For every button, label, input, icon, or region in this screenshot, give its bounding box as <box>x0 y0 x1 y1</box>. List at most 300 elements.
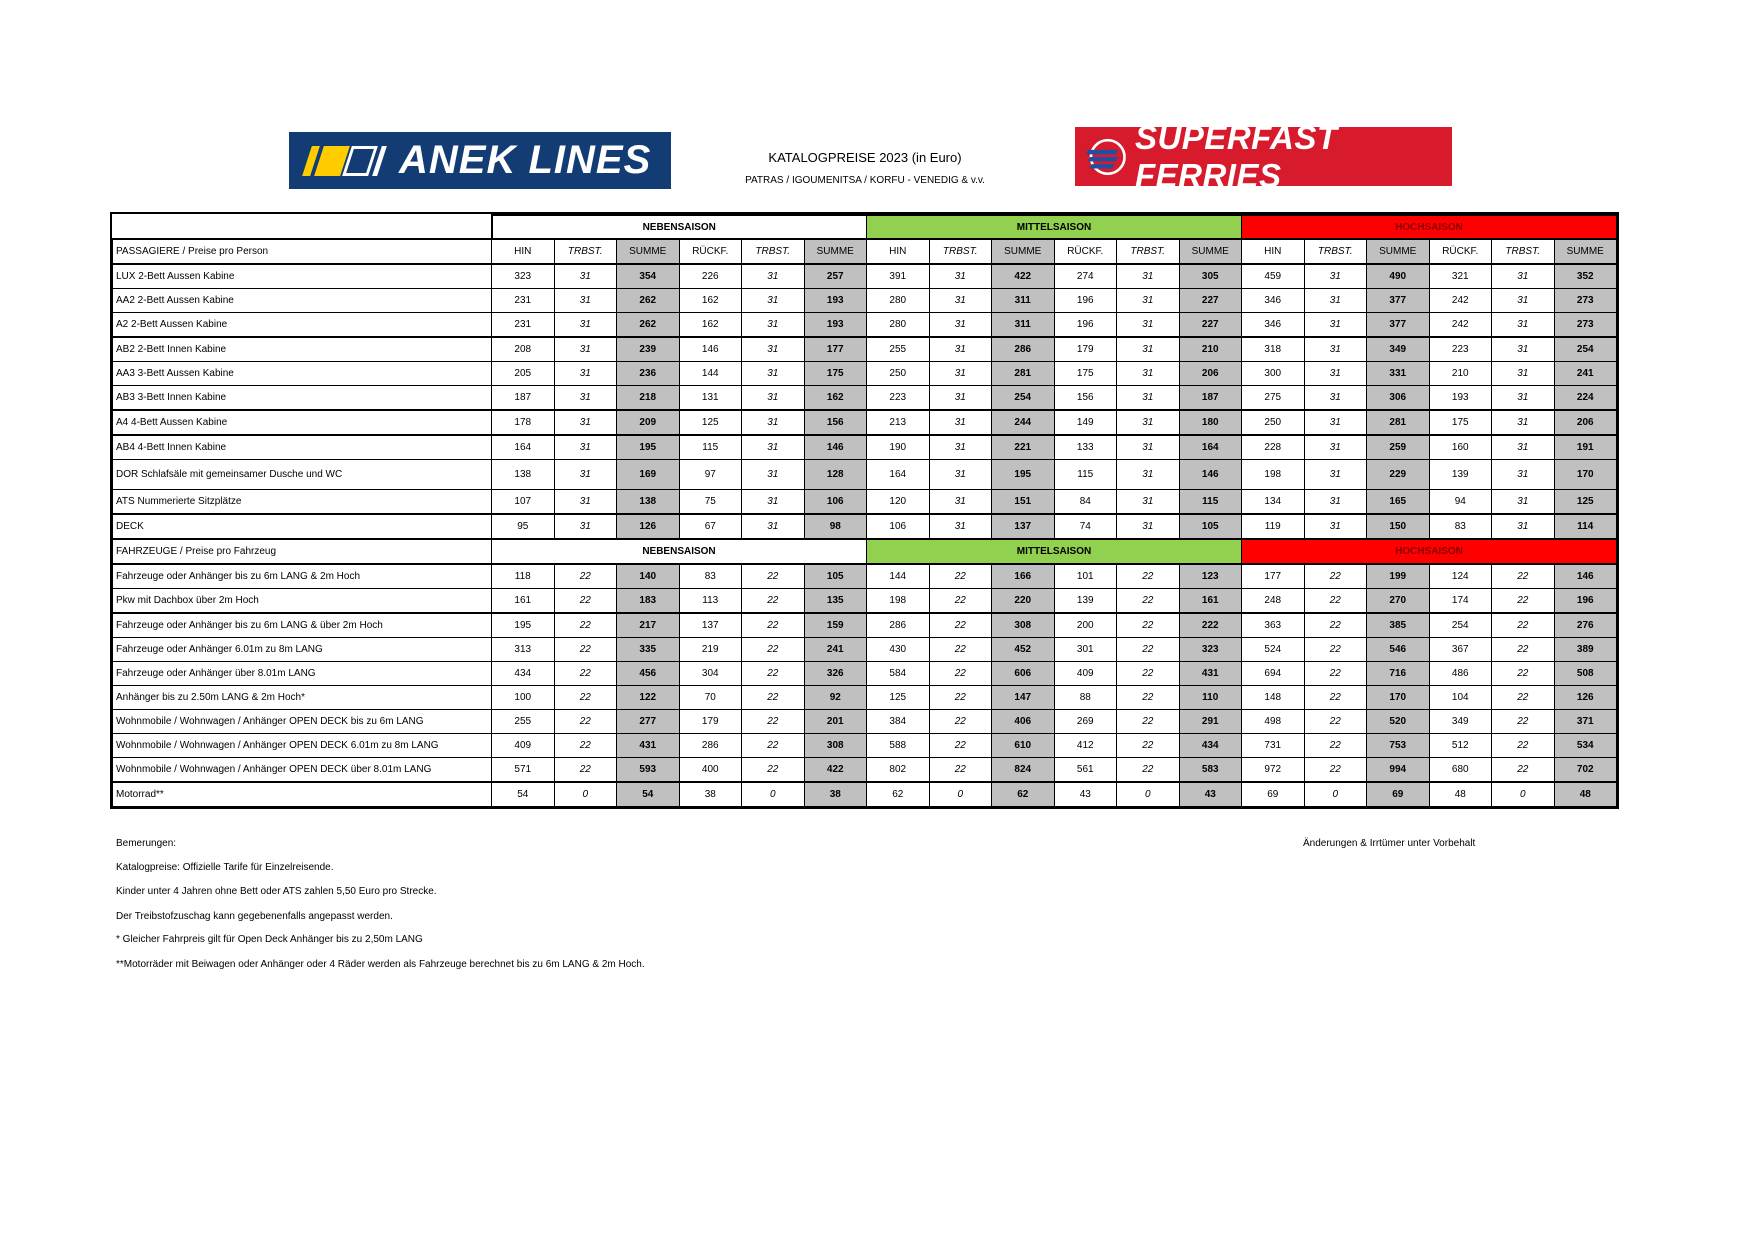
row-label: AB2 2-Bett Innen Kabine <box>113 337 492 362</box>
sum-cell: 43 <box>1179 782 1242 807</box>
table-row <box>113 514 1617 539</box>
price-cell: 144 <box>679 362 742 386</box>
price-cell: 31 <box>929 490 992 515</box>
price-cell: 31 <box>1117 460 1180 490</box>
price-cell: 31 <box>1492 490 1555 515</box>
price-cell: 248 <box>1242 589 1305 614</box>
price-cell: 195 <box>492 613 555 638</box>
column-header: TRBST. <box>742 239 805 264</box>
sum-cell: 151 <box>992 490 1055 515</box>
sum-cell: 150 <box>1367 514 1430 539</box>
price-cell: 84 <box>1054 490 1117 515</box>
sum-cell: 140 <box>617 564 680 589</box>
price-cell: 286 <box>867 613 930 638</box>
sum-cell: 195 <box>617 435 680 460</box>
sum-cell: 135 <box>804 589 867 614</box>
sum-cell: 166 <box>992 564 1055 589</box>
price-cell: 160 <box>1429 435 1492 460</box>
sum-cell: 114 <box>1554 514 1617 539</box>
table-row <box>113 289 1617 313</box>
price-cell: 120 <box>867 490 930 515</box>
price-cell: 31 <box>1492 362 1555 386</box>
price-cell: 164 <box>867 460 930 490</box>
price-cell: 131 <box>679 386 742 411</box>
table-row <box>113 564 1617 589</box>
price-cell: 22 <box>929 613 992 638</box>
price-cell: 31 <box>1492 435 1555 460</box>
price-cell: 31 <box>1117 362 1180 386</box>
sum-cell: 38 <box>804 782 867 807</box>
column-header: SUMME <box>804 239 867 264</box>
row-label: Wohnmobile / Wohnwagen / Anhänger OPEN DECK über 8.01m LANG <box>113 758 492 783</box>
price-cell: 31 <box>1117 514 1180 539</box>
price-cell: 349 <box>1429 710 1492 734</box>
row-label: Wohnmobile / Wohnwagen / Anhänger OPEN DECK 6.01m zu 8m LANG <box>113 734 492 758</box>
sum-cell: 281 <box>992 362 1055 386</box>
price-cell: 22 <box>1304 758 1367 783</box>
superfast-ferries-logo <box>1075 118 1452 194</box>
table-row <box>113 734 1617 758</box>
table-row <box>113 362 1617 386</box>
price-cell: 512 <box>1429 734 1492 758</box>
price-cell: 0 <box>929 782 992 807</box>
price-cell: 22 <box>1492 564 1555 589</box>
price-cell: 22 <box>1117 686 1180 710</box>
price-cell: 106 <box>867 514 930 539</box>
price-cell: 101 <box>1054 564 1117 589</box>
sum-cell: 199 <box>1367 564 1430 589</box>
sum-cell: 106 <box>804 490 867 515</box>
route-subtitle: PATRAS / IGOUMENITSA / KORFU - VENEDIG & v.v. <box>745 175 985 186</box>
price-cell: 31 <box>929 514 992 539</box>
price-cell: 363 <box>1242 613 1305 638</box>
price-cell: 31 <box>1304 514 1367 539</box>
sum-cell: 824 <box>992 758 1055 783</box>
sum-cell: 244 <box>992 410 1055 435</box>
superfast-emblem-icon <box>1083 135 1129 179</box>
price-cell: 31 <box>742 410 805 435</box>
price-cell: 22 <box>742 710 805 734</box>
price-cell: 22 <box>1117 710 1180 734</box>
price-cell: 31 <box>1492 313 1555 338</box>
table-row <box>113 613 1617 638</box>
price-cell: 498 <box>1242 710 1305 734</box>
price-cell: 571 <box>492 758 555 783</box>
price-cell: 323 <box>492 264 555 289</box>
note-line: Der Treibstofzuschag kann gegebenenfalls angepasst werden. <box>116 911 393 922</box>
price-cell: 588 <box>867 734 930 758</box>
price-cell: 22 <box>1492 734 1555 758</box>
price-cell: 242 <box>1429 289 1492 313</box>
section-label: PASSAGIERE / Preise pro Person <box>113 239 492 264</box>
price-cell: 22 <box>929 589 992 614</box>
table-row <box>113 589 1617 614</box>
price-cell: 31 <box>1304 362 1367 386</box>
price-cell: 31 <box>929 460 992 490</box>
price-cell: 38 <box>679 782 742 807</box>
price-cell: 210 <box>1429 362 1492 386</box>
table-row <box>113 662 1617 686</box>
price-cell: 175 <box>1054 362 1117 386</box>
table-row <box>113 337 1617 362</box>
sum-cell: 389 <box>1554 638 1617 662</box>
price-cell: 22 <box>1304 638 1367 662</box>
sum-cell: 305 <box>1179 264 1242 289</box>
price-cell: 115 <box>679 435 742 460</box>
price-cell: 31 <box>554 435 617 460</box>
sum-cell: 239 <box>617 337 680 362</box>
sum-cell: 105 <box>804 564 867 589</box>
table-row <box>113 264 1617 289</box>
row-label: Motorrad** <box>113 782 492 807</box>
price-cell: 584 <box>867 662 930 686</box>
price-cell: 250 <box>1242 410 1305 435</box>
season-header-row <box>113 215 1617 239</box>
price-cell: 162 <box>679 313 742 338</box>
sum-cell: 126 <box>1554 686 1617 710</box>
price-cell: 31 <box>1492 410 1555 435</box>
price-cell: 31 <box>1117 490 1180 515</box>
sum-cell: 270 <box>1367 589 1430 614</box>
price-cell: 213 <box>867 410 930 435</box>
table-row <box>113 410 1617 435</box>
price-cell: 346 <box>1242 313 1305 338</box>
column-header: TRBST. <box>554 239 617 264</box>
season-mittelsaison: MITTELSAISON <box>867 215 1242 239</box>
price-cell: 31 <box>1304 289 1367 313</box>
sum-cell: 434 <box>1179 734 1242 758</box>
sum-cell: 128 <box>804 460 867 490</box>
price-cell: 412 <box>1054 734 1117 758</box>
sum-cell: 146 <box>1179 460 1242 490</box>
price-cell: 0 <box>1117 782 1180 807</box>
price-cell: 22 <box>1117 613 1180 638</box>
column-header: SUMME <box>992 239 1055 264</box>
price-cell: 107 <box>492 490 555 515</box>
price-cell: 22 <box>554 758 617 783</box>
sum-cell: 311 <box>992 313 1055 338</box>
price-cell: 200 <box>1054 613 1117 638</box>
price-cell: 83 <box>679 564 742 589</box>
sum-cell: 227 <box>1179 289 1242 313</box>
sum-cell: 164 <box>1179 435 1242 460</box>
price-cell: 255 <box>867 337 930 362</box>
sum-cell: 196 <box>1554 589 1617 614</box>
price-cell: 113 <box>679 589 742 614</box>
sum-cell: 236 <box>617 362 680 386</box>
price-cell: 31 <box>554 289 617 313</box>
column-header: TRBST. <box>1492 239 1555 264</box>
price-cell: 193 <box>1429 386 1492 411</box>
price-cell: 31 <box>1492 264 1555 289</box>
price-cell: 22 <box>742 613 805 638</box>
sum-cell: 206 <box>1554 410 1617 435</box>
row-label: A2 2-Bett Aussen Kabine <box>113 313 492 338</box>
row-label: ATS Nummerierte Sitzplätze <box>113 490 492 515</box>
price-cell: 31 <box>554 337 617 362</box>
price-cell: 100 <box>492 686 555 710</box>
sum-cell: 210 <box>1179 337 1242 362</box>
table-row <box>113 686 1617 710</box>
sum-cell: 169 <box>617 460 680 490</box>
price-cell: 119 <box>1242 514 1305 539</box>
sum-cell: 385 <box>1367 613 1430 638</box>
price-cell: 31 <box>1304 460 1367 490</box>
price-cell: 286 <box>679 734 742 758</box>
anek-logo-text: ANEK LINES <box>399 138 652 182</box>
price-cell: 31 <box>1117 410 1180 435</box>
price-cell: 22 <box>554 613 617 638</box>
sum-cell: 221 <box>992 435 1055 460</box>
row-label: Fahrzeuge oder Anhänger bis zu 6m LANG & über 2m Hoch <box>113 613 492 638</box>
price-cell: 0 <box>1492 782 1555 807</box>
anek-lines-logo <box>289 132 671 189</box>
sum-cell: 254 <box>992 386 1055 411</box>
sum-cell: 138 <box>617 490 680 515</box>
sum-cell: 308 <box>804 734 867 758</box>
sum-cell: 323 <box>1179 638 1242 662</box>
price-cell: 22 <box>1304 734 1367 758</box>
catalog-title: KATALOGPREISE 2023 (in Euro) <box>768 150 962 165</box>
sum-cell: 262 <box>617 289 680 313</box>
price-cell: 0 <box>1304 782 1367 807</box>
price-cell: 94 <box>1429 490 1492 515</box>
price-cell: 972 <box>1242 758 1305 783</box>
table-row <box>113 758 1617 783</box>
price-cell: 178 <box>492 410 555 435</box>
sum-cell: 48 <box>1554 782 1617 807</box>
price-cell: 459 <box>1242 264 1305 289</box>
column-header: SUMME <box>1179 239 1242 264</box>
sum-cell: 123 <box>1179 564 1242 589</box>
sum-cell: 241 <box>1554 362 1617 386</box>
row-label: Fahrzeuge oder Anhänger bis zu 6m LANG & 2m Hoch <box>113 564 492 589</box>
price-cell: 524 <box>1242 638 1305 662</box>
price-cell: 22 <box>742 758 805 783</box>
price-cell: 22 <box>929 710 992 734</box>
price-cell: 31 <box>929 435 992 460</box>
price-cell: 138 <box>492 460 555 490</box>
column-header: RÜCKF. <box>679 239 742 264</box>
price-cell: 22 <box>1304 564 1367 589</box>
price-cell: 22 <box>1304 686 1367 710</box>
price-cell: 280 <box>867 313 930 338</box>
sum-cell: 193 <box>804 289 867 313</box>
price-cell: 31 <box>1304 264 1367 289</box>
sum-cell: 716 <box>1367 662 1430 686</box>
price-cell: 139 <box>1054 589 1117 614</box>
price-cell: 694 <box>1242 662 1305 686</box>
price-cell: 226 <box>679 264 742 289</box>
row-label: A4 4-Bett Aussen Kabine <box>113 410 492 435</box>
price-cell: 22 <box>554 734 617 758</box>
sum-cell: 610 <box>992 734 1055 758</box>
sum-cell: 162 <box>804 386 867 411</box>
sum-cell: 276 <box>1554 613 1617 638</box>
price-cell: 22 <box>554 564 617 589</box>
price-cell: 196 <box>1054 313 1117 338</box>
section-label: FAHRZEUGE / Preise pro Fahrzeug <box>113 539 492 564</box>
price-cell: 31 <box>1304 435 1367 460</box>
price-cell: 198 <box>867 589 930 614</box>
price-cell: 223 <box>867 386 930 411</box>
price-cell: 31 <box>1304 337 1367 362</box>
row-label: Wohnmobile / Wohnwagen / Anhänger OPEN DECK bis zu 6m LANG <box>113 710 492 734</box>
superfast-logo-text: SUPERFAST FERRIES <box>1134 118 1338 194</box>
price-cell: 280 <box>867 289 930 313</box>
price-cell: 43 <box>1054 782 1117 807</box>
price-cell: 318 <box>1242 337 1305 362</box>
column-header: TRBST. <box>1304 239 1367 264</box>
price-cell: 22 <box>929 686 992 710</box>
price-cell: 31 <box>554 490 617 515</box>
price-cell: 31 <box>1117 313 1180 338</box>
price-cell: 175 <box>1429 410 1492 435</box>
table-row <box>113 386 1617 411</box>
column-header-row <box>113 239 1617 264</box>
price-cell: 31 <box>1304 410 1367 435</box>
price-cell: 22 <box>1492 589 1555 614</box>
row-label: AA2 2-Bett Aussen Kabine <box>113 289 492 313</box>
sum-cell: 335 <box>617 638 680 662</box>
price-cell: 31 <box>1117 386 1180 411</box>
price-cell: 22 <box>742 686 805 710</box>
price-cell: 231 <box>492 313 555 338</box>
season-header-row <box>113 539 1617 564</box>
price-cell: 198 <box>1242 460 1305 490</box>
sum-cell: 262 <box>617 313 680 338</box>
price-cell: 31 <box>1117 264 1180 289</box>
sum-cell: 92 <box>804 686 867 710</box>
price-cell: 269 <box>1054 710 1117 734</box>
price-cell: 391 <box>867 264 930 289</box>
price-cell: 31 <box>554 313 617 338</box>
price-cell: 137 <box>679 613 742 638</box>
price-cell: 187 <box>492 386 555 411</box>
price-cell: 67 <box>679 514 742 539</box>
sum-cell: 377 <box>1367 289 1430 313</box>
price-cell: 31 <box>742 386 805 411</box>
sum-cell: 170 <box>1554 460 1617 490</box>
price-cell: 22 <box>742 638 805 662</box>
sum-cell: 273 <box>1554 289 1617 313</box>
sum-cell: 326 <box>804 662 867 686</box>
row-label: AB4 4-Bett Innen Kabine <box>113 435 492 460</box>
price-cell: 31 <box>742 264 805 289</box>
disclaimer: Änderungen & Irrtümer unter Vorbehalt <box>1303 838 1476 849</box>
note-line: **Motorräder mit Beiwagen oder Anhänger oder 4 Räder werden als Fahrzeuge berechnet bis zu 6m LANG & 2m Hoch. <box>116 959 645 970</box>
season-nebensaison: NEBENSAISON <box>492 539 867 564</box>
price-cell: 31 <box>742 362 805 386</box>
price-cell: 31 <box>554 410 617 435</box>
price-cell: 174 <box>1429 589 1492 614</box>
sum-cell: 54 <box>617 782 680 807</box>
sum-cell: 206 <box>1179 362 1242 386</box>
price-cell: 384 <box>867 710 930 734</box>
sum-cell: 218 <box>617 386 680 411</box>
price-cell: 22 <box>554 638 617 662</box>
sum-cell: 220 <box>992 589 1055 614</box>
price-cell: 22 <box>1117 638 1180 662</box>
price-cell: 22 <box>1117 564 1180 589</box>
price-cell: 31 <box>1304 313 1367 338</box>
price-cell: 75 <box>679 490 742 515</box>
price-cell: 31 <box>1304 490 1367 515</box>
note-line: * Gleicher Fahrpreis gilt für Open Deck Anhänger bis zu 2,50m LANG <box>116 934 423 945</box>
price-cell: 731 <box>1242 734 1305 758</box>
price-cell: 346 <box>1242 289 1305 313</box>
sum-cell: 105 <box>1179 514 1242 539</box>
price-cell: 31 <box>554 386 617 411</box>
price-cell: 275 <box>1242 386 1305 411</box>
sum-cell: 311 <box>992 289 1055 313</box>
price-cell: 95 <box>492 514 555 539</box>
price-cell: 409 <box>1054 662 1117 686</box>
price-cell: 22 <box>742 564 805 589</box>
price-cell: 22 <box>1117 589 1180 614</box>
row-label: LUX 2-Bett Aussen Kabine <box>113 264 492 289</box>
sum-cell: 241 <box>804 638 867 662</box>
price-cell: 22 <box>1304 710 1367 734</box>
sum-cell: 452 <box>992 638 1055 662</box>
sum-cell: 281 <box>1367 410 1430 435</box>
sum-cell: 349 <box>1367 337 1430 362</box>
table-row <box>113 710 1617 734</box>
price-cell: 313 <box>492 638 555 662</box>
sum-cell: 306 <box>1367 386 1430 411</box>
column-header: HIN <box>1242 239 1305 264</box>
sum-cell: 69 <box>1367 782 1430 807</box>
price-cell: 22 <box>1304 662 1367 686</box>
price-cell: 74 <box>1054 514 1117 539</box>
price-cell: 31 <box>1117 337 1180 362</box>
price-cell: 22 <box>1117 662 1180 686</box>
price-cell: 83 <box>1429 514 1492 539</box>
price-cell: 31 <box>554 514 617 539</box>
price-cell: 104 <box>1429 686 1492 710</box>
price-cell: 22 <box>929 734 992 758</box>
price-cell: 22 <box>554 686 617 710</box>
sum-cell: 422 <box>804 758 867 783</box>
price-cell: 231 <box>492 289 555 313</box>
price-cell: 125 <box>679 410 742 435</box>
price-cell: 144 <box>867 564 930 589</box>
price-cell: 304 <box>679 662 742 686</box>
price-cell: 31 <box>1304 386 1367 411</box>
empty-corner <box>113 215 492 239</box>
sum-cell: 156 <box>804 410 867 435</box>
price-cell: 0 <box>742 782 805 807</box>
table-row <box>113 638 1617 662</box>
price-cell: 223 <box>1429 337 1492 362</box>
price-cell: 31 <box>742 460 805 490</box>
price-table <box>112 214 1617 807</box>
price-cell: 190 <box>867 435 930 460</box>
price-cell: 22 <box>554 589 617 614</box>
sum-cell: 308 <box>992 613 1055 638</box>
price-cell: 228 <box>1242 435 1305 460</box>
price-cell: 22 <box>1492 613 1555 638</box>
sum-cell: 546 <box>1367 638 1430 662</box>
sum-cell: 352 <box>1554 264 1617 289</box>
sum-cell: 291 <box>1179 710 1242 734</box>
price-cell: 22 <box>1492 758 1555 783</box>
sum-cell: 227 <box>1179 313 1242 338</box>
price-cell: 62 <box>867 782 930 807</box>
price-cell: 22 <box>1117 758 1180 783</box>
sum-cell: 508 <box>1554 662 1617 686</box>
price-cell: 179 <box>679 710 742 734</box>
